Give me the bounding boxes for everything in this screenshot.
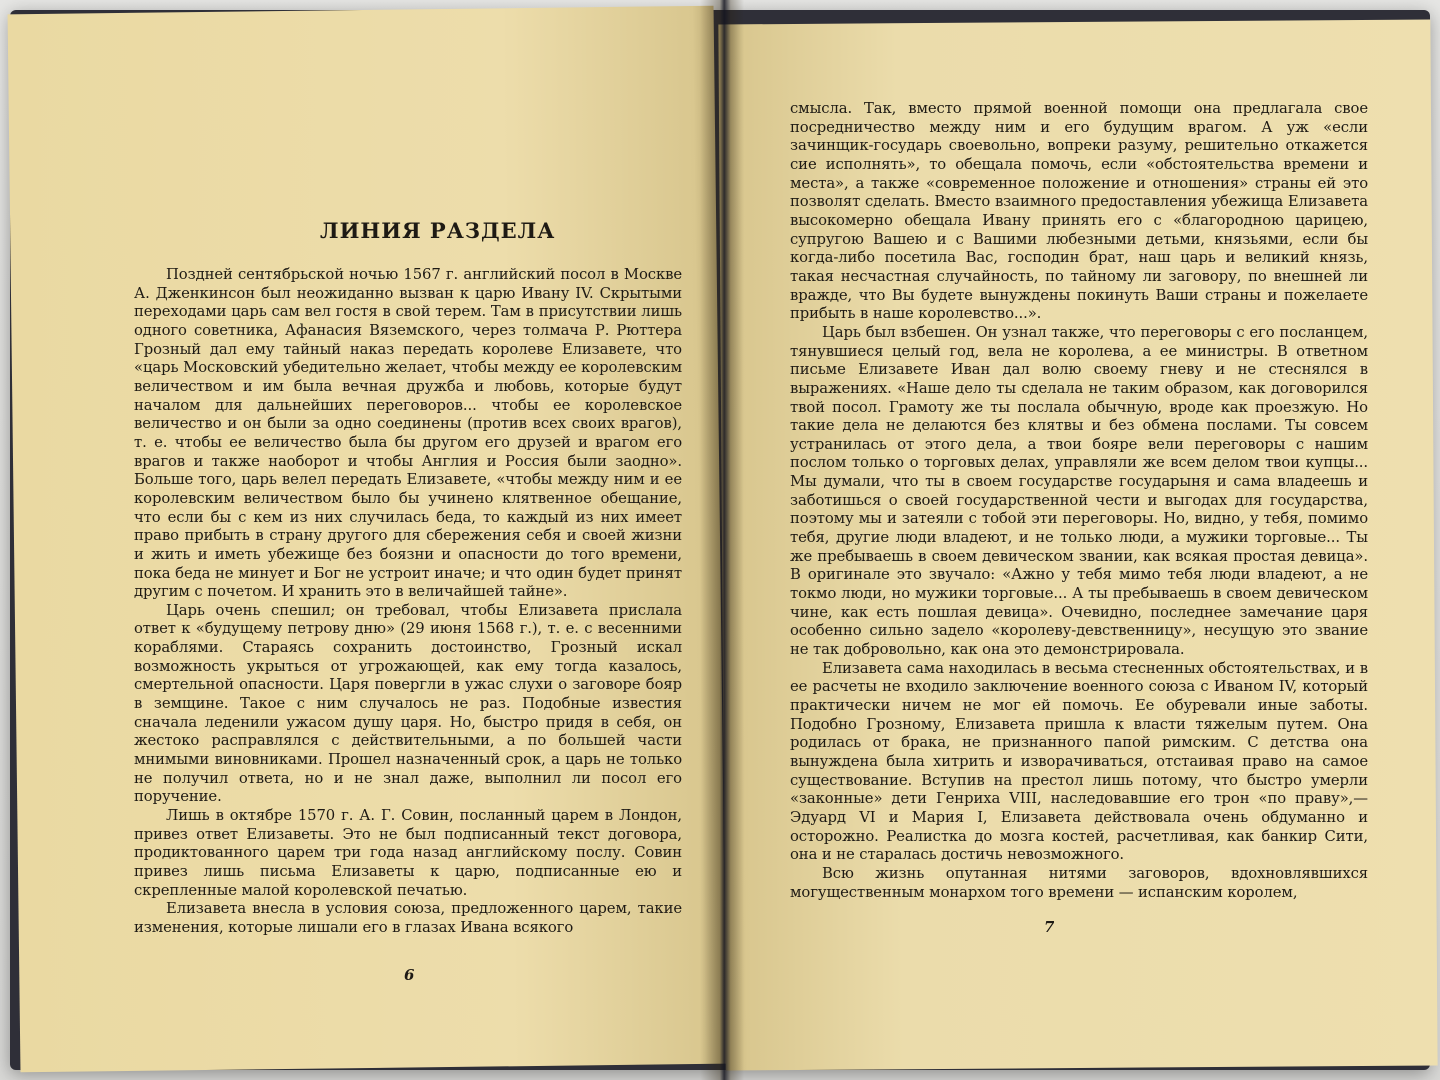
right-page-text: [790, 100, 1368, 902]
page-number-right: 7: [1044, 918, 1055, 936]
paragraph: Лишь в октябре 1570 г. А. Г. Совин, посланный царем в Лондон, привез ответ Елизаветы. Это не был подписанный текст договора, продиктованного царем три года назад английскому послу. Совин привез лишь письма Елизаветы к царю, подписанные ею и скрепленные малой королевской печатью.: [134, 807, 682, 899]
paragraph: Всю жизнь опутанная нитями заговоров, вдохновлявшихся могущественным монархом того времени — испанским королем,: [790, 864, 1368, 901]
paragraph: Елизавета сама находилась в весьма стесненных обстоятельствах, и в ее расчеты не входило заключение военного союза с Иваном IV, который практически ничем не мог ей помочь. Ее обуревали иные заботы. Подобно Грозному, Елизавета пришла к власти тяжелым путем. Она родилась от брака, не признанного папой римским. С детства она вынуждена была хитрить и изворачиваться, отстаивая право на самое существование. Вступив на престол лишь потому, что быстро умерли «законные» дети Генриха VIII, наследовавшие его трон «по праву»,— Эдуард VI и Мария I, Елизавета действовала очень обдуманно и осторожно. Реалистка до мозга костей, расчетливая, как банкир Сити, она и не старалась достичь невозможного.: [790, 659, 1368, 864]
left-page-text: [134, 266, 682, 938]
paragraph: Царь был взбешен. Он узнал также, что переговоры с его посланцем, тянувшиеся целый год, вела не королева, а ее министры. В ответном письме Елизавете Иван дал волю своему гневу и не стеснялся в выражениях. «Наше дело ты сделала не таким образом, как договорился твой посол. Грамоту же ты послала обычную, вроде как проезжую. Но такие дела не делаются без клятвы и без обмена послами. Ты совсем устранилась от этого дела, а твои бояре вели переговоры с нашим послом только о торговых делах, управляли же всем делом твои купцы... Мы думали, что ты в своем государстве государыня и сама владеешь и заботишься о своей государственной чести и выгодах для государства, поэтому мы и затеяли с тобой эти переговоры. Но, видно, у тебя, помимо тебя, другие люди владеют, и не только люди, а мужики торговые... Ты же пребываешь в своем девическом звании, как всякая простая девица». В оригинале это звучало: «Ажно у тебя мимо тебя люди владеют, а не токмо люди, но мужики торговые... А ты пребываешь в своем девическом чине, как есть пошлая девица». Очевидно, последнее замечание царя особенно сильно задело «королеву-девственницу», несущую это звание не так добровольно, как она это демонстрировала.: [790, 323, 1368, 659]
page-number-left: 6: [404, 966, 415, 984]
paragraph: Поздней сентябрьской ночью 1567 г. английский посол в Москве А. Дженкинсон был неожиданно вызван к царю Ивану IV. Скрытыми переходами царь сам вел гостя в свой терем. Там в присутствии лишь одного советника, Афанасия Вяземского, через толмача Р. Рюттера Грозный дал ему тайный наказ передать королеве Елизавете, что «царь Московский убедительно желает, чтобы между ее королевским величеством и им была вечная дружба и любовь, которые будут началом для дальнейших переговоров... чтобы ее королевское величество и он были за одно соединены (против всех своих врагов), т. е. чтобы ее величество была бы другом его друзей и врагом его врагов и также наоборот и чтобы Англия и Россия были заодно». Больше того, царь велел передать Елизавете, «чтобы между ним и ее королевским величеством было бы учинено клятвенное обещание, что если бы с кем из них случилась беда, то каждый из них имеет право прибыть в страну другого для сбережения себя и своей жизни и жить и иметь убежище без боязни и опасности до того времени, пока беда не минует и Бог не устроит иначе; и что один будет принят другим с почетом. И хранить это в величайшей тайне».: [134, 266, 682, 601]
paragraph: смысла. Так, вместо прямой военной помощи она предлагала свое посредничество между ним и его будущим врагом. А уж «если зачинщик-государь своевольно, вопреки разуму, решительно откажется сие исполнять», то обещала помочь, если «обстоятельства времени и места», а также «современное положение и отношения» страны ей это позволят сделать. Вместо взаимного предоставления убежища Елизавета высокомерно обещала Ивану принять его с «благородною царицею, супругою Вашею и с Вашими любезными детьми, князьями, если бы когда-либо посетила Вас, господин брат, наш царь и великий князь, такая несчастная случайность, по тайному ли заговору, по внешней ли вражде, что Вы будете вынуждены покинуть Ваши страны и пожелаете прибыть в наше королевство...».: [790, 100, 1368, 323]
paragraph: Царь очень спешил; он требовал, чтобы Елизавета прислала ответ к «будущему петрову дню» (29 июня 1568 г.), т. е. с весенними кораблями. Стараясь сохранить достоинство, Грозный искал возможность укрыться от угрожающей, как ему тогда казалось, смертельной опасности. Царя повергли в ужас слухи о заговоре бояр в земщине. Такое с ним случалось не раз. Подобные известия сначала леденили ужасом душу царя. Но, быстро придя в себя, он жестоко расправлялся с действительными, а по большей части мнимыми виновниками. Прошел назначенный срок, а царь не только не получил ответа, но и не знал даже, выполнил ли посол его поручение.: [134, 601, 682, 806]
paragraph: Елизавета внесла в условия союза, предложенного царем, такие изменения, которые лишали его в глазах Ивана всякого: [134, 900, 682, 936]
chapter-title: ЛИНИЯ РАЗДЕЛА: [320, 218, 556, 243]
